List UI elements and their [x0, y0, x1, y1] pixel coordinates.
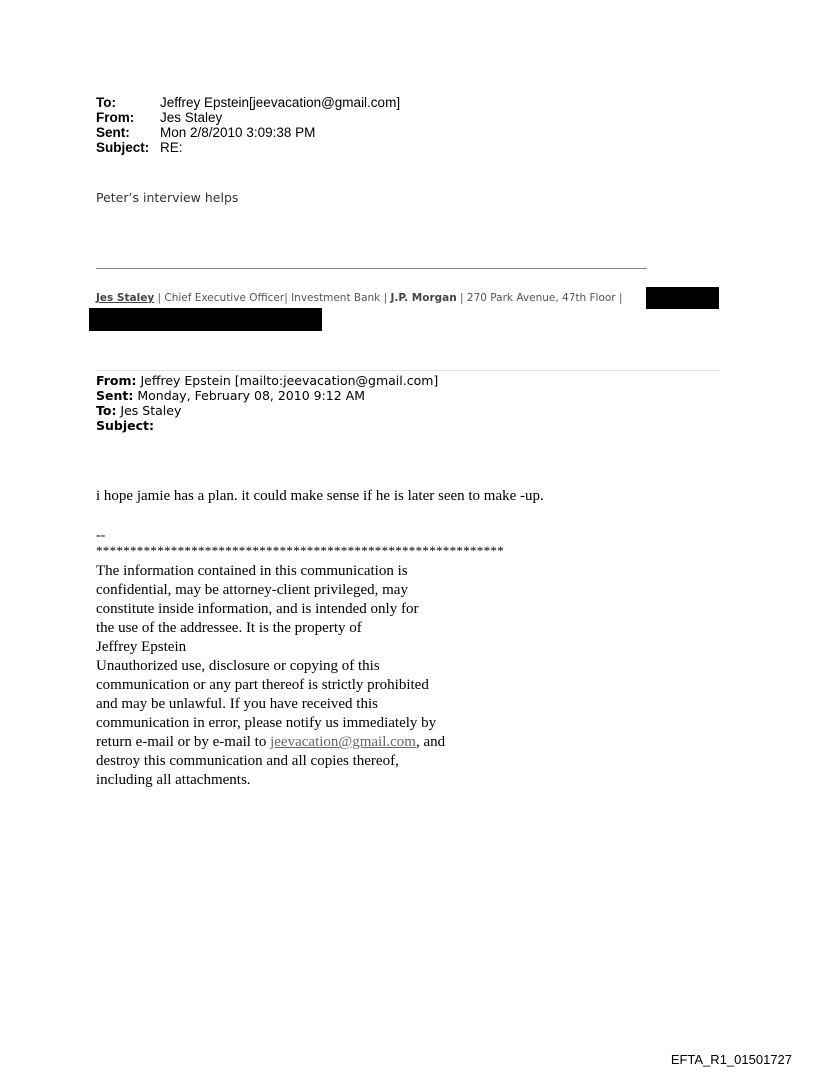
- signature-address: | 270 Park Avenue, 47th Floor |: [456, 292, 623, 304]
- original-message-body: i hope jamie has a plan. it could make sense if he is later seen to make -up.: [96, 488, 544, 504]
- from-value: Jes Staley: [160, 110, 223, 125]
- disclaimer-line: and may be unlawful. If you have received this: [96, 696, 378, 712]
- redaction-box: [646, 287, 719, 309]
- disclaimer-line: The information contained in this communication is: [96, 563, 408, 579]
- confidentiality-disclaimer: [96, 562, 445, 790]
- fwd-from-label: From:: [96, 373, 137, 388]
- signature-company: J.P. Morgan: [390, 292, 457, 304]
- disclaimer-line-suffix: , and: [415, 734, 446, 750]
- disclaimer-line: constitute inside information, and is intended only for: [96, 601, 419, 617]
- email-header: [96, 95, 400, 155]
- signature-title: | Chief Executive Officer| Investment Bank |: [154, 292, 391, 304]
- disclaimer-line: destroy this communication and all copies thereof,: [96, 753, 399, 769]
- reply-body: Peter’s interview helps: [96, 190, 239, 205]
- fwd-to-row: [96, 403, 438, 418]
- signature-line: [96, 292, 656, 304]
- disclaimer-line: the use of the addressee. It is the property of: [96, 620, 362, 636]
- disclaimer-line: including all attachments.: [96, 772, 251, 788]
- disclaimer-line: communication in error, please notify us immediately by: [96, 715, 437, 731]
- header-subject-row: [96, 140, 400, 155]
- forward-divider: [96, 370, 720, 371]
- header-sent-row: [96, 125, 400, 140]
- fwd-sent-value: Monday, February 08, 2010 9:12 AM: [133, 388, 366, 403]
- disclaimer-line: Unauthorized use, disclosure or copying of this: [96, 658, 380, 674]
- document-id: EFTA_R1_01501727: [670, 1052, 792, 1067]
- disclaimer-line: [96, 733, 445, 752]
- fwd-to-label: To:: [96, 403, 117, 418]
- disclaimer-line: communication or any part thereof is strictly prohibited: [96, 677, 429, 693]
- signature-divider: [96, 268, 647, 269]
- disclaimer-line: Jeffrey Epstein: [96, 639, 187, 655]
- disclaimer-line: confidential, may be attorney-client privileged, may: [96, 582, 408, 598]
- separator-dashes: --: [96, 528, 106, 543]
- fwd-from-row: [96, 373, 438, 388]
- fwd-sent-label: Sent:: [96, 388, 134, 403]
- header-from-row: [96, 110, 400, 125]
- to-label: To:: [96, 95, 116, 110]
- fwd-sent-row: [96, 388, 438, 403]
- subject-label: Subject:: [96, 140, 150, 155]
- sent-label: Sent:: [96, 125, 130, 140]
- redaction-box: [89, 308, 322, 331]
- header-to-row: [96, 95, 400, 110]
- fwd-subject-row: [96, 418, 438, 433]
- sent-value: Mon 2/8/2010 3:09:38 PM: [160, 125, 316, 140]
- disclaimer-line-prefix: return e-mail or by e-mail to: [96, 734, 271, 750]
- subject-value: RE:: [160, 140, 183, 155]
- email-link[interactable]: jeevacation@gmail.com: [270, 734, 416, 750]
- forwarded-header: [96, 373, 438, 433]
- to-value: Jeffrey Epstein[jeevacation@gmail.com]: [160, 95, 401, 110]
- from-label: From:: [96, 110, 135, 125]
- separator-stars: ************************************************************: [96, 543, 504, 558]
- fwd-from-value: Jeffrey Epstein [mailto:jeevacation@gmail.com]: [136, 373, 439, 388]
- fwd-subject-label: Subject:: [96, 418, 154, 433]
- signature-name: Jes Staley: [96, 292, 155, 304]
- fwd-to-value: Jes Staley: [116, 403, 182, 418]
